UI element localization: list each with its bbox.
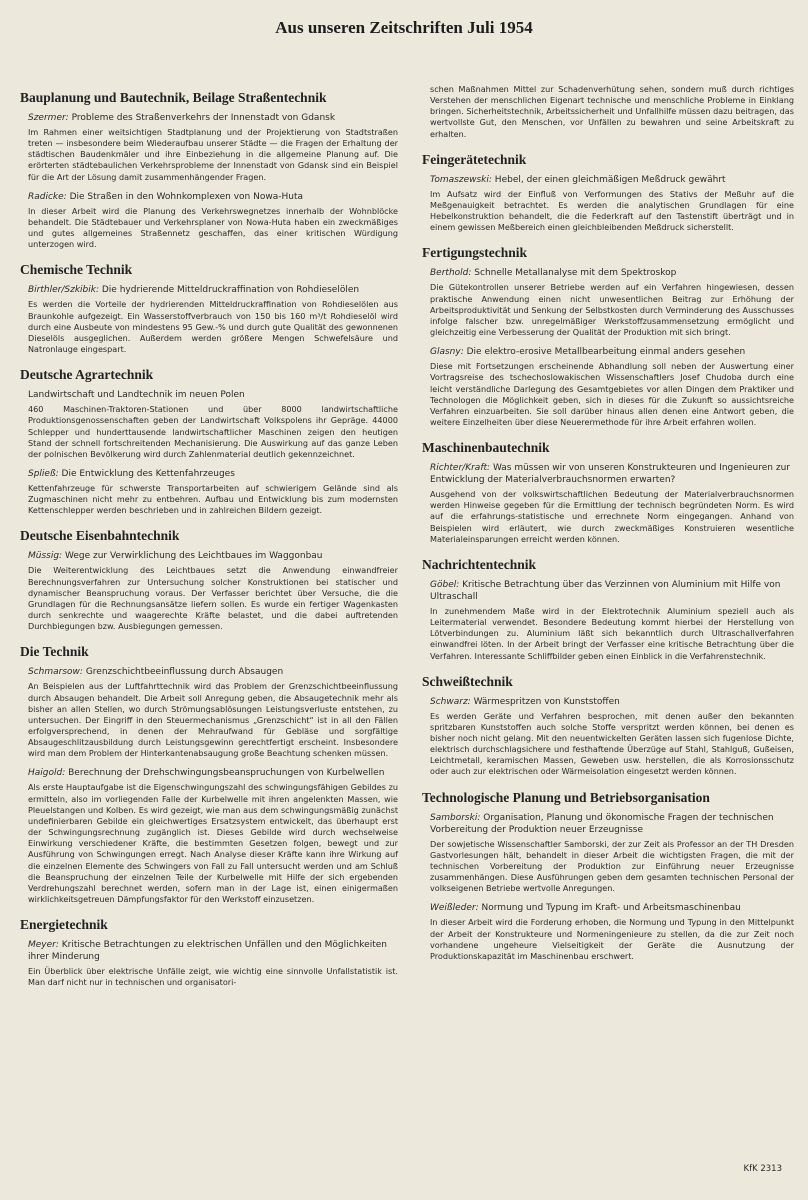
- article-author: Samborski:: [430, 812, 481, 823]
- section-chemische-technik: [20, 262, 398, 355]
- article-author: Müssig:: [28, 551, 63, 562]
- article-title: Die Straßen in den Wohnkomplexen von Nowa-Huta: [69, 191, 304, 202]
- left-column: [20, 78, 398, 997]
- article-author: Berthold:: [430, 268, 472, 279]
- article-abstract: Der sowjetische Wissenschaftler Samborski, der zur Zeit als Professor an der TH Dresden Gastvorlesungen hält, behandelt in dieser Arbeit die wichtigsten Fragen, die mit der technischen Vorbereitung der Produktion zur Einführung neuer Erzeugnisse zusammenhängen. Diese Ausführungen geben dem gesamten technischen Personal der volkseigenen Betriebe wertvolle Anregungen.: [430, 838, 794, 894]
- article-title: Normung und Typung im Kraft- und Arbeitsmaschinenbau: [481, 903, 741, 914]
- section-nachrichtentechnik: [422, 557, 794, 662]
- article-title: Hebel, der einen gleichmäßigen Meßdruck gewährt: [494, 174, 726, 185]
- article-heading: [20, 468, 398, 480]
- article-heading: [20, 767, 398, 779]
- article-heading: [20, 666, 398, 678]
- article-abstract: Als erste Hauptaufgabe ist die Eigenschwingungszahl des schwingungsfähigen Gebildes zu ermitteln, also im vorliegenden Falle der Kurbelwelle mit ihren angelenkten Massen, wie Pleuelstangen und Kolben. Es wird gezeigt, wie man aus dem schwingungsmäßig zunächst undefinierbaren Gebilde ein gleichwertiges Ersatzsystem entwickelt, das überhaupt erst der Schwingungsrechnung zugänglich ist. Dieses Gebilde wird durch wechselweise Einwirkung verschiedener Kräfte, die bestimmten Gesetzen folgen, bewegt und zur Ausführung von Schwingungen erregt. Nach Analyse dieser Kräfte kann ihre Wirkung auf die einzelnen Elemente des Schwingers von Fall zu Fall untersucht werden und am Schluß die Beanspruchung der einzelnen Teile der Kurbelwelle mit Hilfe der sich ergebenden Verdrehungszahl berechnet werden, sofern man in der Lage ist, einen einigermaßen wirklichkeitsgetreuen Dämpfungsfaktor für den Werkstoff einzusetzen.: [28, 782, 398, 905]
- article-title: Die Entwicklung des Kettenfahrzeuges: [61, 468, 235, 479]
- section-schweisstechnik: [422, 674, 794, 778]
- article-author: Tomaszewski:: [430, 174, 492, 185]
- article-title: Probleme des Straßenverkehrs der Innenstadt von Gdansk: [71, 113, 336, 123]
- article-title: Kritische Betrachtungen zu elektrischen Unfällen und den Möglichkeiten ihrer Minderung: [28, 940, 387, 963]
- section-energietechnik: [20, 917, 398, 988]
- section-title: Technologische Planung und Betriebsorganisation: [422, 789, 710, 805]
- section-title: Maschinenbautechnik: [422, 440, 550, 456]
- article-author: Szermer:: [28, 113, 69, 123]
- article-title: Kritische Betrachtung über das Verzinnen von Aluminium mit Hilfe von Ultraschall: [430, 579, 781, 602]
- article-author: Haigold:: [28, 768, 66, 779]
- article-title: Organisation, Planung und ökonomische Fragen der technischen Vorbereitung der Produktion neuer Erzeugnisse: [430, 812, 774, 835]
- document-signature: KfK 2313: [743, 1164, 782, 1174]
- section-fertigungstechnik: [422, 245, 794, 428]
- section-agrartechnik: [20, 367, 398, 516]
- section-title: Nachrichtentechnik: [422, 556, 536, 572]
- article-author: Radicke:: [28, 191, 67, 202]
- article-heading: [422, 267, 794, 279]
- article-heading: [20, 191, 398, 203]
- section-title: Feingerätetechnik: [422, 151, 527, 167]
- section-title: Schweißtechnik: [422, 673, 513, 689]
- section-bauplanung: [20, 90, 398, 250]
- article-author: Spließ:: [28, 468, 59, 479]
- article-continuation: schen Maßnahmen Mittel zur Schadenverhütung sehen, sondern muß durch richtiges Verstehen der menschlichen Eigenart technische und menschliche Probleme in Einklang bringen. Sicherheitstechnik, Arbeitssicherheit und Unfallhilfe müssen dazu beitragen, das wertvollste Gut, den Menschen, vor Unfällen zu bewahren und seine Arbeitskraft zu erhalten.: [430, 84, 794, 139]
- article-heading: [422, 346, 794, 358]
- article-abstract: In zunehmendem Maße wird in der Elektrotechnik Aluminium speziell auch als Leitermaterial verwendet. Besondere Bedeutung kommt hierbei der Herstellung von Lötverbindungen zu. Aluminium läßt sich bekanntlich durch Ultraschallverfahren einwandfrei löten. In der Arbeit bringt der Verfasser eine kritische Betrachtung über die Verfahren. Interessante Schliffbilder geben einen Einblick in die Verfahrenstechnik.: [430, 605, 794, 661]
- article-title: Was müssen wir von unseren Konstrukteuren und Ingenieuren zur Entwicklung der Materialverbrauchsnormen erwarten?: [430, 463, 790, 486]
- article-author: Glasny:: [430, 347, 464, 358]
- section-maschinenbautechnik: [422, 440, 794, 545]
- article-heading: [422, 812, 794, 836]
- article-title: Die hydrierende Mitteldruckraffination von Rohdieselölen: [101, 285, 360, 296]
- article-abstract: Die Weiterentwicklung des Leichtbaues setzt die Anwendung einwandfreier Berechnungsverfahren zur Untersuchung solcher Konstruktionen bei statischer und dynamischer Beanspruchung voraus. Der Verfasser berichtet über Versuche, die die Grundlagen für die Rechnungsansätze liefern sollen. Es wurde ein fertiger Wagenkasten durch senkrechte und waagerechte Kräfte belastet, und die dabei auftretenden Durchbiegungen bzw. Ausbiegungen gemessen.: [28, 565, 398, 632]
- article-author: Weißleder:: [430, 903, 479, 914]
- article-abstract: 460 Maschinen-Traktoren-Stationen und über 8000 landwirtschaftliche Produktionsgenossenschaften geben der Landwirtschaft Volkspolens ihr Gepräge. 44000 Schlepper und hunderttausende landwirtschaftlicher Maschinen zeigen den heutigen Stand der schnell fortschreitenden Mechanisierung. Die Auswirkung auf das ganze Leben der polnischen Bevölkerung wird durch Zahlenmaterial deutlich gekennzeichnet.: [28, 404, 398, 459]
- article-heading: [422, 579, 794, 603]
- article-abstract: Im Rahmen einer weitsichtigen Stadtplanung und der Projektierung von Stadtstraßen treten — insbesondere beim Wiederaufbau unserer Städte — die Fragen der Erhaltung der städtischen Baudenkmäler und ihre Einbeziehung in die allgemeine Planung auf. Die erörterten städtebaulichen Verkehrsprobleme der Innenstadt von Gdansk sind ein Beispiel für die Art der Lösung damit zusammenhängender Fragen.: [28, 127, 398, 182]
- section-title: Deutsche Eisenbahntechnik: [20, 528, 180, 544]
- article-author: Meyer:: [28, 940, 59, 951]
- section-title: Deutsche Agrartechnik: [20, 367, 154, 383]
- article-heading: [422, 462, 794, 486]
- article-heading: [20, 284, 398, 296]
- article-title: Landwirtschaft und Landtechnik im neuen Polen: [28, 390, 245, 401]
- article-abstract: Es werden die Vorteile der hydrierenden Mitteldruckraffination von Rohdieselölen aus Braunkohle aufgezeigt. Ein Wasserstoffverbrauch von 150 bis 160 m³/t Rohdieselöl wird durch eine Ausbeute von mindestens 95 Gew.-% und durch gute Qualität des gewonnenen Dieselöls ausgeglichen. Außerdem werden größere Mengen Schwefelsäure und Natronlauge eingespart.: [28, 299, 398, 355]
- article-title: Wege zur Verwirklichung des Leichtbaues im Waggonbau: [64, 551, 323, 562]
- article-heading: [20, 550, 398, 562]
- article-abstract: Im Aufsatz wird der Einfluß von Verformungen des Stativs der Meßuhr auf die Meßgenauigkeit betrachtet. Es werden die analytischen Grundlagen für eine Hebelkonstruktion behandelt, die die Federkraft auf den Tastenstift überträgt und in einem gewissen Meßbereich einen gleichbleibenden Meßdruck sicherstellt.: [430, 188, 794, 233]
- article-abstract: In dieser Arbeit wird die Planung des Verkehrswegnetzes innerhalb der Wohnblöcke behandelt. Die Städtebauer und Verkehrsplaner von Nowa-Huta haben ein zweckmäßiges und gutes allgemeines Straßennetz geschaffen, das einer kritischen Würdigung unterzogen wird.: [28, 205, 398, 250]
- article-title: Schnelle Metallanalyse mit dem Spektroskop: [474, 268, 677, 279]
- article-abstract: Die Gütekontrollen unserer Betriebe werden auf ein Verfahren hingewiesen, dessen praktische Anwendung einen nicht unwesentlichen Beitrag zur Erhöhung der Arbeitsproduktivität und Senkung der Selbstkosten durch Verminderung des Ausschusses infolge falscher bzw. unregelmäßiger Werkstoffzusammensetzung ermöglicht und gleichzeitig eine Verbesserung der Qualität der Produktion mit sich bringt.: [430, 282, 794, 338]
- article-author: Birthler/Szkibik:: [28, 285, 99, 296]
- section-die-technik: [20, 644, 398, 905]
- section-title: Bauplanung und Bautechnik, Beilage Straßentechnik: [20, 90, 327, 105]
- article-author: Schmarsow:: [28, 667, 83, 678]
- article-heading: [20, 112, 398, 124]
- article-abstract: Kettenfahrzeuge für schwerste Transportarbeiten auf schwierigem Gelände sind als Zugmaschinen nicht mehr zu entbehren. Aufbau und Entwicklung bis zum modernsten Kettenschlepper werden beschrieben und in zahlreichen Bildern gezeigt.: [28, 482, 398, 516]
- article-title: Die elektro-erosive Metallbearbeitung einmal anders gesehen: [466, 347, 746, 358]
- article-title: Grenzschichtbeeinflussung durch Absaugen: [85, 667, 284, 678]
- article-abstract: In dieser Arbeit wird die Forderung erhoben, die Normung und Typung in den Mittelpunkt der Arbeit der Konstrukteure und Normeningenieure zu stellen, da die zur Zeit noch vorhandene ungeheure Vielseitigkeit der Geräte die Ausnutzung der Produktionskapazität im Maschinenbau erschwert.: [430, 917, 794, 961]
- article-abstract: Ein Überblick über elektrische Unfälle zeigt, wie wichtig eine sinnvolle Unfallstatistik ist. Man darf nicht nur in technischen und organisatori-: [28, 966, 398, 988]
- article-heading: [20, 389, 398, 401]
- article-title: Wärmespritzen von Kunststoffen: [473, 696, 620, 707]
- article-author: Göbel:: [430, 579, 460, 590]
- section-title: Chemische Technik: [20, 262, 133, 278]
- page-title: Aus unseren Zeitschriften Juli 1954: [275, 18, 533, 37]
- article-abstract: An Beispielen aus der Luftfahrttechnik wird das Problem der Grenzschichtbeeinflussung durch Absaugen behandelt. Die Arbeit soll Anregung geben, die Absaugetechnik mehr als bisher an allen Stellen, wo durch Strömungsablösungen Leistungsverluste entstehen, zu untersuchen. Der Eingriff in den Steuermechanismus „Grenzschicht“ ist in all den Fällen erfolgversprechend, in denen der Mehraufwand für Gebläse und sorgfältige Absaugeschlitzausbildung durch Leistungsgewinn gerechtfertigt erscheint. Insbesondere wird man dem Problem der Hinterkantenabsaugung große Beachtung schenken müssen.: [28, 681, 398, 759]
- section-eisenbahntechnik: [20, 528, 398, 632]
- article-abstract: Es werden Geräte und Verfahren besprochen, mit denen außer den bekannten spritzbaren Kunststoffen auch solche Stoffe verspritzt werden können, bei denen es bisher noch nicht gelang. Mit den neuentwickelten Geräten lassen sich fugenlose Dichte, elektrisch durchschlagsichere und festhaftende Überzüge auf Stahl, Stahlguß, Gußeisen, Leichtmetall, keramischen Massen, Geweben usw. herstellen, die als Korrosionsschutz oder auch zur elektrischen oder Wärmeisolation eingesetzt werden können.: [430, 710, 794, 777]
- article-abstract: Ausgehend von der volkswirtschaftlichen Bedeutung der Materialverbrauchsnormen werden Hinweise gegeben für die Ermittlung der technisch begründeten Norm. Es wird auf die erfahrungs-statistische und errechnete Norm eingegangen. Anhand von Beispielen wird erläutert, wie durch zweckmäßiges Konstruieren wesentliche Materialeinsparungen erreicht werden können.: [430, 489, 794, 544]
- section-betriebsorganisation: [422, 790, 794, 962]
- section-title: Fertigungstechnik: [422, 245, 528, 261]
- article-author: Richter/Kraft:: [430, 463, 491, 474]
- article-title: Berechnung der Drehschwingungsbeanspruchungen von Kurbelwellen: [68, 768, 385, 779]
- section-feingeraetetechnik: [422, 152, 794, 234]
- article-heading: [20, 939, 398, 963]
- article-heading: [422, 902, 794, 914]
- section-title: Energietechnik: [20, 917, 108, 933]
- article-heading: [422, 696, 794, 708]
- right-column: [422, 84, 794, 970]
- article-abstract: Diese mit Fortsetzungen erscheinende Abhandlung soll neben der Auswertung einer Vortragsreise des tschechoslowakischen Wissenschaftlers Josef Chudoba durch eine leicht verständliche Darlegung des Gesamtgebietes vor allen Dingen dem Praktiker und Technologen die Möglichkeit geben, sich in dieses für die Zukunft so aussichtsreiche Verfahren einzuarbeiten. Sie soll darüber hinaus allen denen eine Antwort geben, die weitere Einzelheiten über diese Neuerermethode für ihre Arbeit erfahren wollen.: [430, 361, 794, 427]
- article-heading: [422, 174, 794, 186]
- section-title: Die Technik: [20, 644, 89, 660]
- article-author: Schwarz:: [430, 696, 471, 707]
